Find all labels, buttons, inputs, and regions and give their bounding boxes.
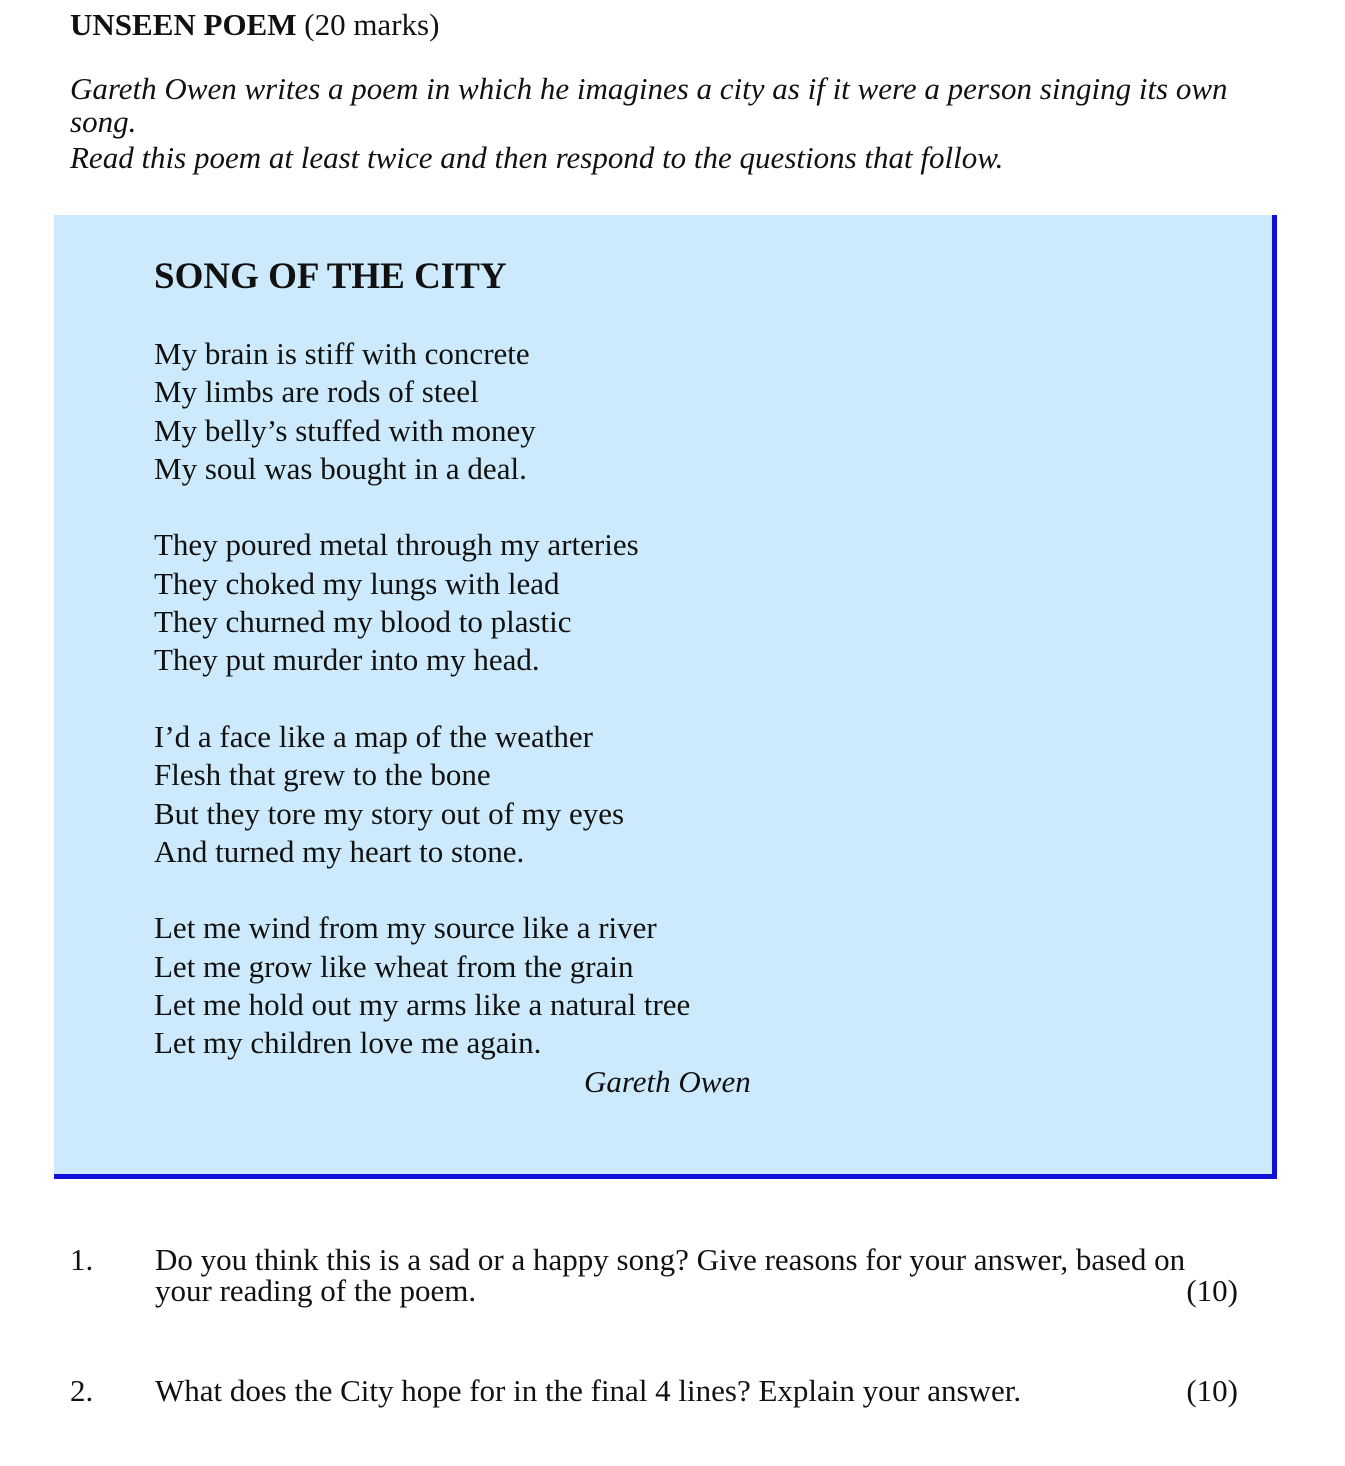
poem-text [154, 335, 690, 1063]
question-marks: (10) [1186, 1373, 1238, 1408]
section-title: UNSEEN POEM [70, 7, 297, 42]
verse-line: They poured metal through my arteries [154, 527, 639, 563]
question-number: 1. [70, 1242, 94, 1277]
intro-text [70, 72, 1270, 174]
question-text [155, 1375, 1240, 1406]
question-number: 2. [70, 1373, 94, 1408]
verse-line: My soul was bought in a deal. [154, 450, 527, 486]
question-text [155, 1244, 1240, 1306]
intro-line-1: Gareth Owen writes a poem in which he imagines a city as if it were a person singing its own song. [70, 71, 1228, 139]
intro-line-2: Read this poem at least twice and then respond to the questions that follow. [70, 140, 1004, 175]
question-marks: (10) [1186, 1273, 1238, 1308]
verse-line: And turned my heart to stone. [154, 833, 525, 869]
verse-line: Let my children love me again. [154, 1025, 542, 1061]
question-line: Do you think this is a sad or a happy song? Give reasons for your answer, based on [155, 1242, 1186, 1277]
verse-line: They put murder into my head. [154, 642, 540, 678]
verse-line: Let me hold out my arms like a natural tree [154, 987, 691, 1023]
poem-author: Gareth Owen [584, 1064, 751, 1099]
verse-line: Flesh that grew to the bone [154, 757, 491, 793]
question-line: What does the City hope for in the final 4 lines? Explain your answer. [155, 1373, 1022, 1408]
section-heading [70, 6, 439, 44]
stanza-1 [154, 335, 690, 488]
section-marks: (20 marks) [304, 7, 440, 42]
poem-title: SONG OF THE CITY [154, 256, 507, 297]
verse-line: I’d a face like a map of the weather [154, 718, 593, 754]
verse-line: My belly’s stuffed with money [154, 412, 536, 448]
stanza-3 [154, 718, 690, 871]
verse-line: They churned my blood to plastic [154, 604, 572, 640]
stanza-4 [154, 909, 690, 1062]
verse-line: But they tore my story out of my eyes [154, 795, 625, 831]
verse-line: My brain is stiff with concrete [154, 336, 530, 371]
verse-line: Let me wind from my source like a river [154, 910, 657, 946]
verse-line: Let me grow like wheat from the grain [154, 948, 634, 984]
stanza-2 [154, 526, 690, 679]
verse-line: My limbs are rods of steel [154, 374, 479, 410]
verse-line: They choked my lungs with lead [154, 565, 560, 601]
poem-box [54, 215, 1277, 1179]
question-line: your reading of the poem. [155, 1273, 477, 1308]
